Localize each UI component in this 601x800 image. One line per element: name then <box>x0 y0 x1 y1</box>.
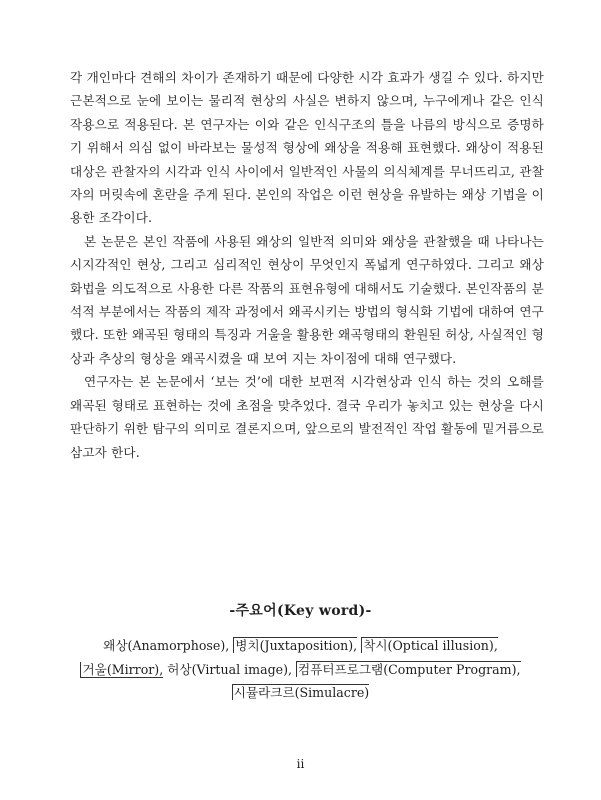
paragraph-3: 연구자는 본 논문에서 ‘보는 것’에 대한 보편적 시각현상과 인식 하는 것의 오해를 왜곡된 형태로 표현하는 것에 초점을 맞추었다. 결국 우리가 놓치고 있는 현상을 다시 판단하기 위한 탐구의 의미로 결론지으며, 앞으로의 발전적인 작업 활동에 밑거름으로 삼고자 한다. <box>70 374 544 460</box>
keywords-title: -주요어(Key word)- <box>229 603 372 619</box>
keyword-virtual-image: 허상(Virtual image), <box>167 661 293 677</box>
paragraph-2: 본 논문은 본인 작품에 사용된 왜상의 일반적 의미와 왜상을 관찰했을 때 나타나는 시지각적인 현상, 그리고 심리적인 현상이 무엇인지 폭넓게 연구하였다. 그리고 왜상화법을 의도적으로 사용한 다른 작품의 표현유형에 대해서도 기술했다. 본인작품의 분석적 부분에서는 작품의 제작 과정에서 왜곡시키는 방법의 형식화 기법에 대하여 연구했다. 또한 왜곡된 형태의 특징과 거울을 활용한 왜곡형태의 환원된 허상, 사실적인 형상과 추상의 형상을 왜곡시켰을 때 보여 지는 차이점에 대해 연구했다. <box>70 233 544 366</box>
keywords-section <box>60 600 541 705</box>
page-number: ii <box>296 757 305 771</box>
paragraph-1: 각 개인마다 견해의 차이가 존재하기 때문에 다양한 시각 효과가 생길 수 있다. 하지만 근본적으로 눈에 보이는 물리적 현상의 사실은 변하지 않으며, 누구에게나 같은 인식작용으로 적용된다. 본 연구자는 이와 같은 인식구조의 틀을 나름의 방식으로 증명하기 위해서 의심 없이 바라보는 물성적 형상에 왜상을 적용해 표현했다. 왜상이 적용된 대상은 관찰자의 시각과 인식 사이에서 일반적인 사물의 의식체계를 무너뜨리고, 관찰자의 머릿속에 혼란을 주게 된다. 본인의 작업은 이런 현상을 유발하는 왜상 기법을 이용한 조각이다. <box>70 70 544 226</box>
keyword-optical-illusion: 착시(Optical illusion), <box>363 638 498 653</box>
keyword-anamorphose: 왜상(Anamorphose), <box>103 638 230 653</box>
keywords-line-3 <box>60 681 541 705</box>
keyword-mirror: 거울(Mirror), <box>82 661 164 677</box>
abstract-body <box>70 66 544 464</box>
keyword-computer-program: 컴퓨터프로그램(Computer Program), <box>298 661 521 677</box>
keywords-line-2 <box>60 658 541 682</box>
keyword-simulacre: 시뮬라크르(Simulacre) <box>233 685 370 701</box>
keyword-juxtaposition: 병치(Juxtaposition), <box>235 638 358 653</box>
keywords-line-1 <box>60 634 541 658</box>
